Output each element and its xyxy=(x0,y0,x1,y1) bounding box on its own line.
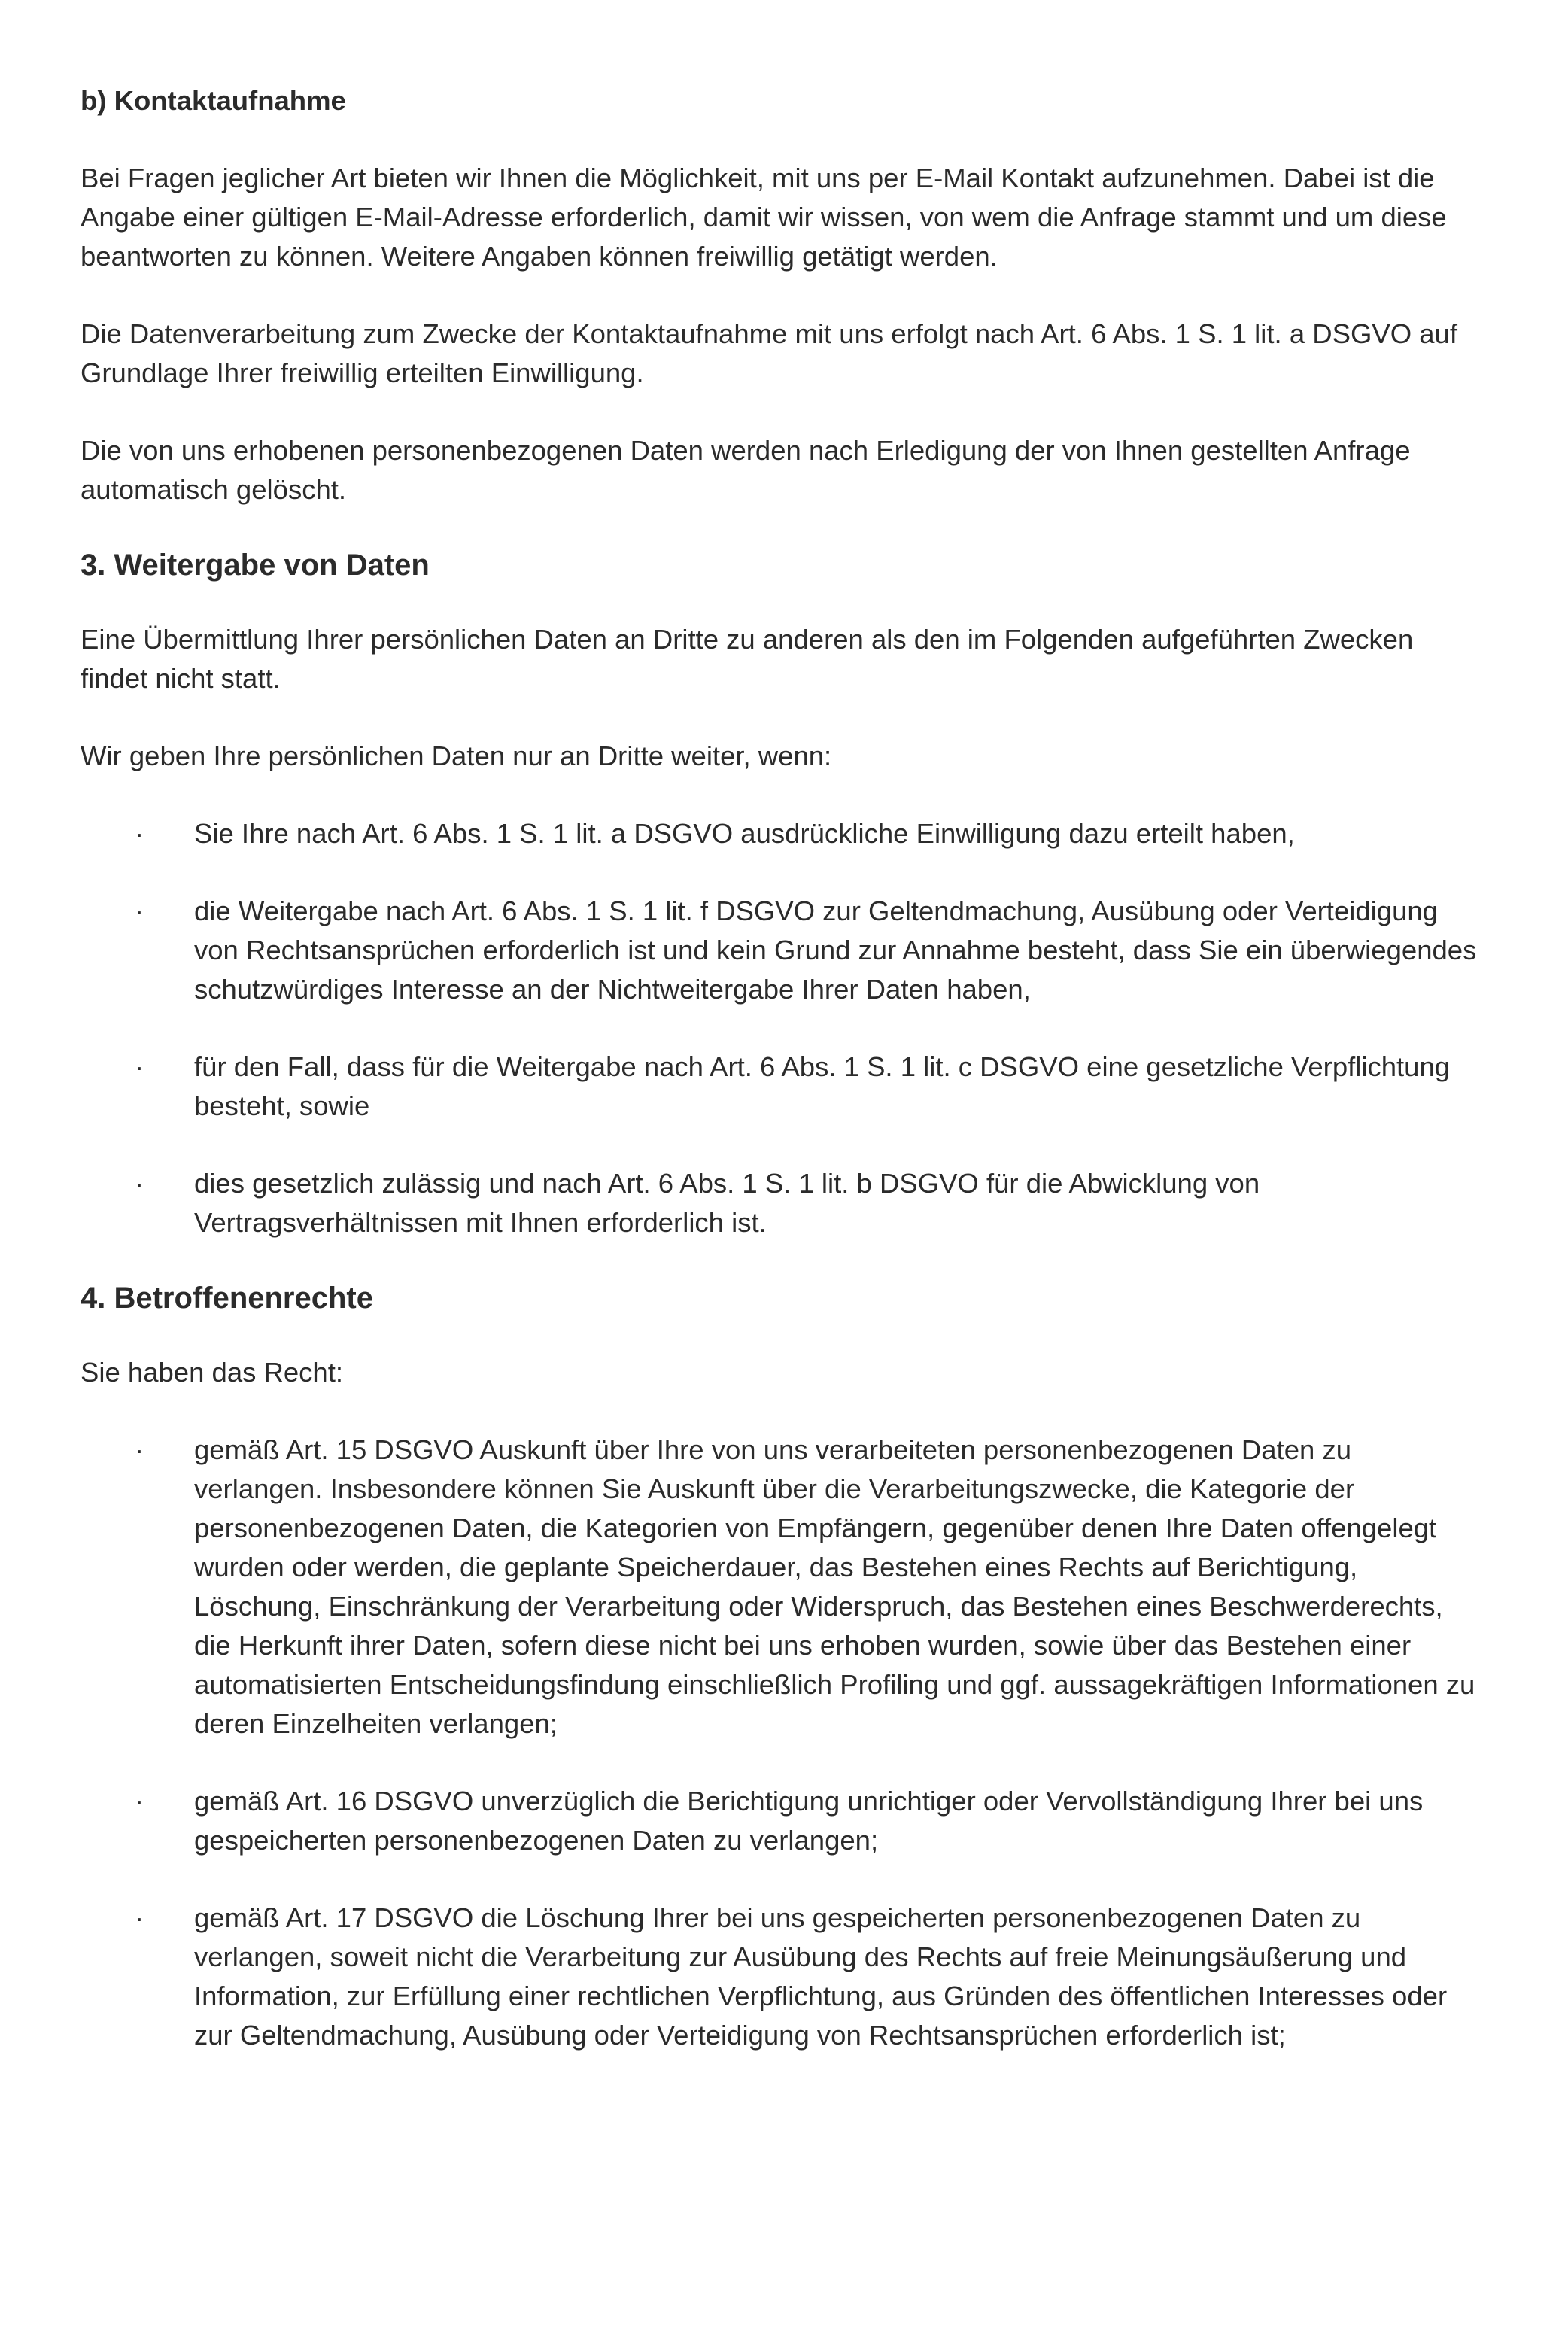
paragraph-legal-basis: Die Datenverarbeitung zum Zwecke der Kontaktaufnahme mit uns erfolgt nach Art. 6 Abs. 1 S. 1 lit. a DSGVO auf Grundlage Ihrer freiwillig erteilten Einwilligung. xyxy=(81,318,1457,388)
paragraph-deletion: Die von uns erhobenen personenbezogenen Daten werden nach Erledigung der von Ihnen gestellten Anfrage automatisch gelöscht. xyxy=(81,435,1411,505)
bullet-marker: · xyxy=(135,1434,144,1465)
heading-weitergabe-von-daten: 3. Weitergabe von Daten xyxy=(81,549,430,582)
paragraph-transfer-conditions: Wir geben Ihre persönlichen Daten nur an Dritte weiter, wenn: xyxy=(81,740,832,771)
list-item-text: die Weitergabe nach Art. 6 Abs. 1 S. 1 lit. f DSGVO zur Geltendmachung, Ausübung oder Verteidigung von Rechtsansprüchen erforderlich ist und kein Grund zur Annahme besteht, dass Sie ein überwiegendes schutzwürdiges Interesse an der Nichtweitergabe Ihrer Daten haben, xyxy=(194,895,1477,1005)
bullet-marker: · xyxy=(135,1051,144,1082)
list-item xyxy=(81,892,1485,1009)
bullet-marker: · xyxy=(135,1786,144,1817)
list-item xyxy=(81,1782,1485,1860)
list-item xyxy=(81,814,1485,853)
list-item xyxy=(81,1047,1485,1126)
subheading-kontaktaufnahme: b) Kontaktaufnahme xyxy=(81,85,346,116)
list-item-text: für den Fall, dass für die Weitergabe nach Art. 6 Abs. 1 S. 1 lit. c DSGVO eine gesetzliche Verpflichtung besteht, sowie xyxy=(194,1051,1451,1121)
list-item-text: gemäß Art. 16 DSGVO unverzüglich die Berichtigung unrichtiger oder Vervollständigung Ihrer bei uns gespeicherten personenbezogenen Daten zu verlangen; xyxy=(194,1786,1424,1856)
transfer-conditions-list xyxy=(81,814,1485,1242)
list-item-text: Sie Ihre nach Art. 6 Abs. 1 S. 1 lit. a DSGVO ausdrückliche Einwilligung dazu erteilt haben, xyxy=(194,818,1295,849)
bullet-marker: · xyxy=(135,818,144,849)
heading-betroffenenrechte: 4. Betroffenenrechte xyxy=(81,1281,373,1315)
bullet-marker: · xyxy=(135,1902,144,1933)
list-item xyxy=(81,1899,1485,2055)
list-item-text: dies gesetzlich zulässig und nach Art. 6 Abs. 1 S. 1 lit. b DSGVO für die Abwicklung von Vertragsverhältnissen mit Ihnen erforderlich ist. xyxy=(194,1168,1260,1238)
list-item-text: gemäß Art. 17 DSGVO die Löschung Ihrer bei uns gespeicherten personenbezogenen Daten zu verlangen, soweit nicht die Verarbeitung zur Ausübung des Rechts auf freie Meinungsäußerung und Information, zur Erfüllung einer rechtlichen Verpflichtung, aus Gründen des öffentlichen Interesses oder zur Geltendmachung, Ausübung oder Verteidigung von Rechtsansprüchen erforderlich ist; xyxy=(194,1902,1448,2051)
paragraph-contact-info: Bei Fragen jeglicher Art bieten wir Ihnen die Möglichkeit, mit uns per E-Mail Kontakt aufzunehmen. Dabei ist die Angabe einer gültigen E-Mail-Adresse erforderlich, damit wir wissen, von wem die Anfrage stammt und um diese beantworten zu können. Weitere Angaben können freiwillig getätigt werden. xyxy=(81,163,1447,272)
rights-list xyxy=(81,1430,1485,2055)
paragraph-no-transfer: Eine Übermittlung Ihrer persönlichen Daten an Dritte zu anderen als den im Folgenden aufgeführten Zwecken findet nicht statt. xyxy=(81,624,1414,694)
list-item-text: gemäß Art. 15 DSGVO Auskunft über Ihre von uns verarbeiteten personenbezogenen Daten zu verlangen. Insbesondere können Sie Auskunft über die Verarbeitungszwecke, die Kategorie der personenbezogenen Daten, die Kategorien von Empfängern, gegenüber denen Ihre Daten offengelegt wurden oder werden, die geplante Speicherdauer, das Bestehen eines Rechts auf Berichtigung, Löschung, Einschränkung der Verarbeitung oder Widerspruch, das Bestehen eines Beschwerderechts, die Herkunft ihrer Daten, sofern diese nicht bei uns erhoben wurden, sowie über das Bestehen einer automatisierten Entscheidungsfindung einschließlich Profiling und ggf. aussagekräftigen Informationen zu deren Einzelheiten verlangen; xyxy=(194,1434,1475,1739)
bullet-marker: · xyxy=(135,1168,144,1199)
paragraph-rights-intro: Sie haben das Recht: xyxy=(81,1357,344,1388)
bullet-marker: · xyxy=(135,895,144,926)
list-item xyxy=(81,1430,1485,1744)
list-item xyxy=(81,1164,1485,1242)
